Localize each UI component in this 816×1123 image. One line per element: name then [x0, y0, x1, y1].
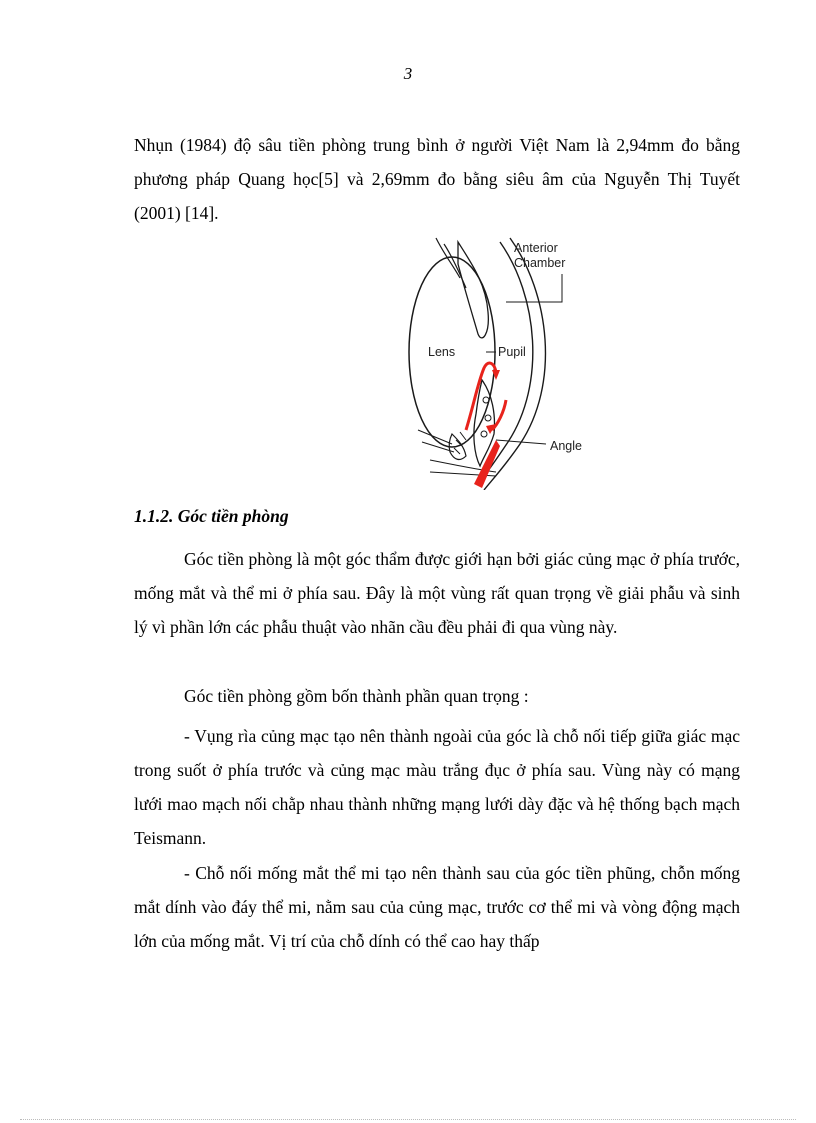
eye-anatomy-figure [400, 234, 600, 490]
pupil-label: Pupil [498, 345, 526, 359]
iris-nodule [481, 431, 487, 437]
angle-red-wedge [474, 440, 500, 488]
intro-paragraph: Nhụn (1984) độ sâu tiền phòng trung bình ở người Việt Nam là 2,94mm đo bằng phương pháp Quang học[5] và 2,69mm đo bằng siêu âm của Nguyễn Thị Tuyết (2001) [14]. [134, 135, 740, 223]
page-number: 3 [403, 64, 413, 83]
body-paragraph: - Chỗ nối mống mắt thể mi tạo nên thành sau của góc tiền phũng, chỗn mống mắt dính vào đáy thể mi, nằm sau của củng mạc, trước cơ thể mi và vòng động mạch lớn của mống mắt. Vị trí của chỗ dính có thể cao hay thấp [134, 863, 740, 951]
anterior-chamber-label: Chamber [514, 256, 566, 270]
angle-label: Angle [550, 439, 582, 453]
iris-upper [458, 242, 488, 338]
lens-label: Lens [428, 345, 456, 359]
eye-anatomy-diagram [400, 234, 600, 490]
anterior-chamber-label: Anterior [514, 241, 558, 255]
body-paragraph: Góc tiền phòng gồm bốn thành phần quan trọng : [184, 686, 529, 706]
body-paragraph: Góc tiền phòng là một góc thẩm được giới hạn bởi giác củng mạc ở phía trước, mống mắt và thể mi ở phía sau. Đây là một vùng rất quan trọng về giải phẫu và sinh lý vì phần lớn các phẫu thuật vào nhãn cầu đều phải đi qua vùng này. [134, 549, 740, 637]
anterior-chamber-pointer [506, 274, 562, 302]
aqueous-flow-arrow [466, 363, 496, 430]
page-bottom-divider [20, 1119, 796, 1120]
iris-nodule [483, 397, 489, 403]
ciliary-upper [436, 238, 466, 288]
iris-nodule [485, 415, 491, 421]
section-heading: 1.1.2. Góc tiền phòng [134, 506, 289, 526]
body-paragraph: - Vụng rìa củng mạc tạo nên thành ngoài của góc là chỗ nối tiếp giữa giác mạc trong suốt ở phía trước và củng mạc màu trắng đục ở phía sau. Vùng này có mạng lưới mao mạch nối chằp nhau thành những mạng lưới dày đặc và hệ thống bạch mạch Teismann. [134, 726, 740, 848]
